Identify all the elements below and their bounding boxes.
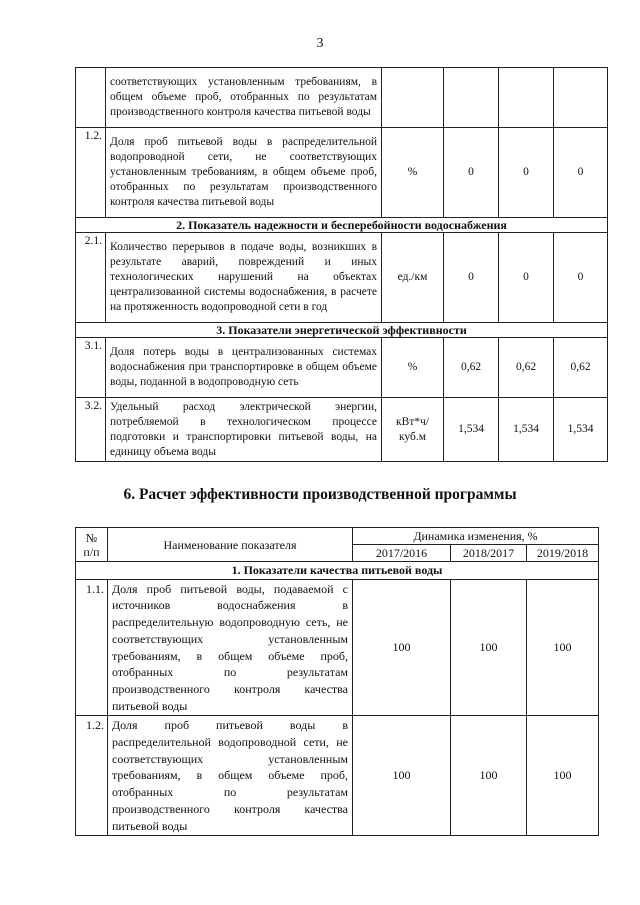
indicators-table: [75, 67, 608, 462]
value-cell: 0,62: [444, 338, 499, 398]
column-header-name: Наименование показателя: [108, 528, 353, 562]
value-cell: 0: [554, 128, 608, 218]
indicator-name: Доля проб питьевой воды, подаваемой с источников водоснабжения в распределительную водопроводную сеть, не соответствующих установленным требованиям, в общем объеме проб, отобранных по результатам производственного контроля качества питьевой воды: [108, 579, 353, 716]
indicator-name: Доля потерь воды в централизованных системах водоснабжения при транспортировке в общем объеме воды, поданной в водопроводную сеть: [106, 338, 382, 398]
indicator-name: Доля проб питьевой воды в распределительной водопроводной сети, не соответствующих установленным требованиям, в общем объеме проб, отобранных по результатам производственного контроля качества питьевой воды: [108, 716, 353, 836]
table-row: [76, 68, 608, 128]
value-cell: 0: [444, 233, 499, 323]
table-row: [76, 233, 608, 323]
table-row: [76, 716, 599, 836]
indicator-name: Доля проб питьевой воды в распределительной водопроводной сети, не соответствующих установленным требованиям, в общем объеме проб, отобранных по результатам производственного контроля качества питьевой воды: [106, 128, 382, 218]
value-cell: 100: [451, 716, 527, 836]
row-number: 3.1.: [76, 338, 106, 398]
value-cell: 0,62: [499, 338, 554, 398]
table-row: [76, 338, 608, 398]
value-cell: 0: [554, 233, 608, 323]
value-cell: 0: [499, 233, 554, 323]
value-cell: 100: [527, 579, 599, 716]
efficiency-table: [75, 527, 599, 836]
value-cell: 100: [353, 579, 451, 716]
section-heading: 6. Расчет эффективности производственной программы: [123, 486, 517, 503]
section-header: 2. Показатель надежности и бесперебойности водоснабжения: [76, 218, 608, 233]
table-row: [76, 579, 599, 716]
row-number: 1.1.: [76, 579, 108, 716]
column-header-dynamics: Динамика изменения, %: [353, 528, 599, 545]
value-cell: 0,62: [554, 338, 608, 398]
column-header-year: 2017/2016: [353, 545, 451, 562]
unit-cell: %: [382, 338, 444, 398]
row-number: 2.1.: [76, 233, 106, 323]
row-number: [76, 68, 106, 128]
section-header: 1. Показатели качества питьевой воды: [76, 562, 599, 580]
unit-cell: кВт*ч/ куб.м: [382, 398, 444, 462]
row-number: 3.2.: [76, 398, 106, 462]
value-cell: 1,534: [554, 398, 608, 462]
value-cell: 1,534: [444, 398, 499, 462]
unit-cell: ед./км: [382, 233, 444, 323]
row-number: 1.2.: [76, 128, 106, 218]
column-header-number: № п/п: [76, 528, 108, 562]
column-header-year: 2018/2017: [451, 545, 527, 562]
table-row: [76, 398, 608, 462]
unit-cell: %: [382, 128, 444, 218]
indicator-name: соответствующих установленным требованиям, в общем объеме проб, отобранных по результатам производственного контроля качества питьевой воды: [106, 68, 382, 128]
indicator-name: Удельный расход электрической энергии, потребляемой в технологическом процессе подготовки и транспортировки питьевой воды, на единицу объема воды: [106, 398, 382, 462]
table-row: [76, 128, 608, 218]
page-number: 3: [316, 36, 324, 51]
section-header: 3. Показатели энергетической эффективности: [76, 323, 608, 338]
value-cell: 100: [353, 716, 451, 836]
value-cell: 0: [444, 128, 499, 218]
value-cell: 0: [499, 128, 554, 218]
value-cell: 100: [527, 716, 599, 836]
indicator-name: Количество перерывов в подаче воды, возникших в результате аварий, повреждений и иных технологических нарушений на объектах централизованной системы водоснабжения, в расчете на протяженность водопроводной сети в год: [106, 233, 382, 323]
row-number: 1.2.: [76, 716, 108, 836]
value-cell: 100: [451, 579, 527, 716]
value-cell: 1,534: [499, 398, 554, 462]
column-header-year: 2019/2018: [527, 545, 599, 562]
